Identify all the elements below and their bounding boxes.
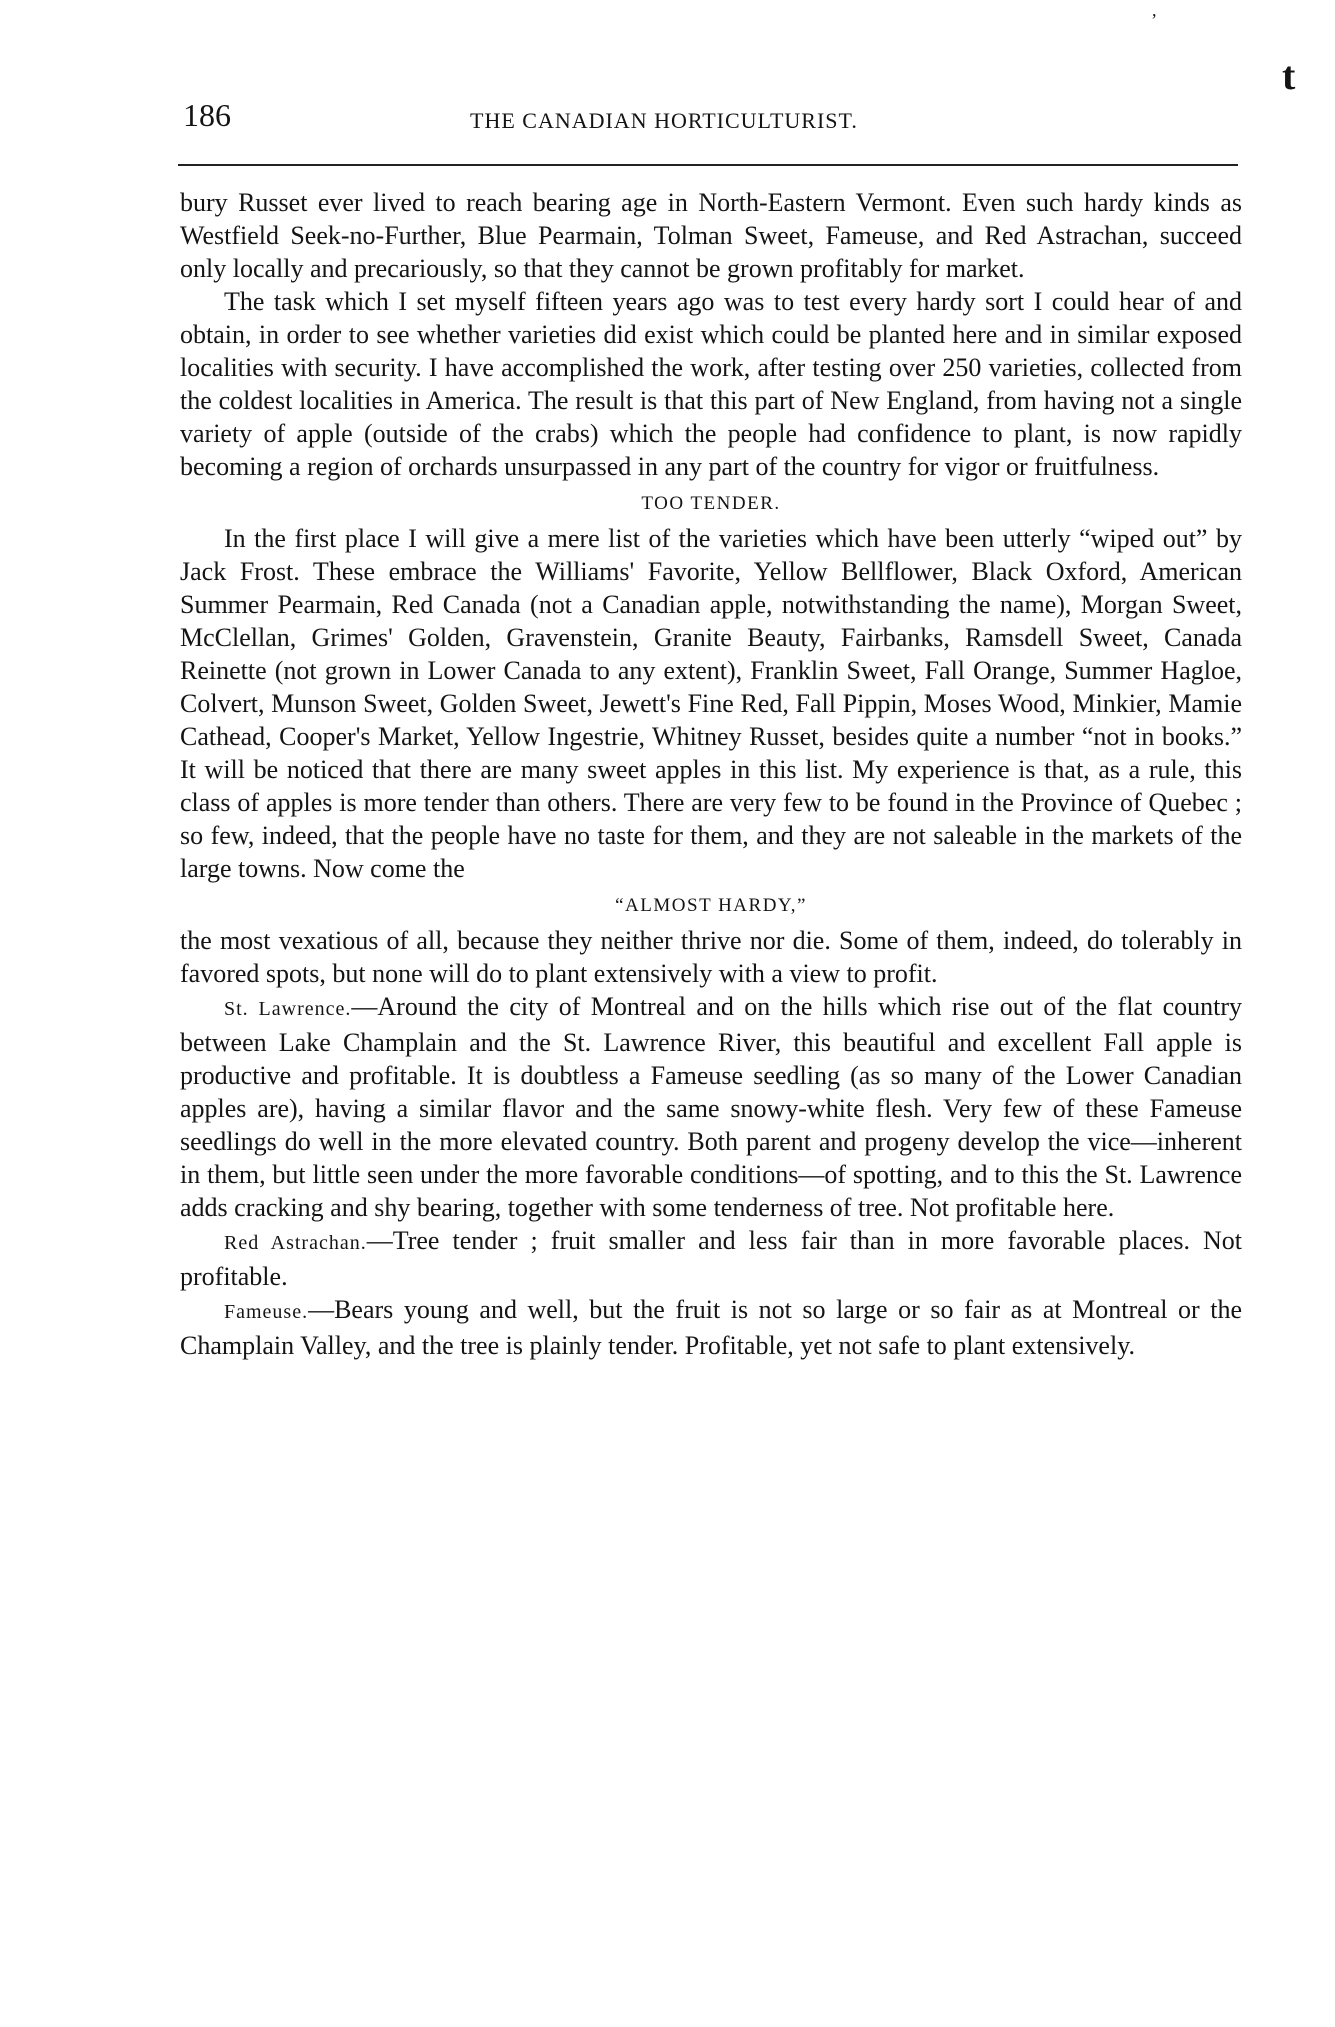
paragraph-red-astrachan <box>180 1224 1242 1293</box>
variety-label-red-astrachan: Red Astrachan. <box>224 1232 367 1254</box>
margin-mark-top: , <box>1152 0 1157 20</box>
page-number: 186 <box>183 97 231 133</box>
running-title: THE CANADIAN HORTICULTURIST. <box>470 108 858 133</box>
variety-text-st-lawrence: —Around the city of Montreal and on the hills which rise out of the flat country between Lake Champlain and the St. Lawrence River, this beautiful and excellent Fall apple is productive and profitable. It is doubtless a Fameuse seedling (as so many of the Lower Canadian apples are), having a similar flavor and the same snowy-white flesh. Very few of these Fameuse seedlings do well in the more elevated country. Both parent and progeny develop the vice—inherent in them, but little seen under the more favorable conditions—of spotting, and to this the St. Lawrence adds cracking and shy bearing, together with some tenderness of tree. Not profitable here. <box>180 992 1242 1222</box>
section-heading-almost-hardy: “ALMOST HARDY,” <box>615 895 807 916</box>
paragraph-1: bury Russet ever lived to reach bearing age in North-Eastern Vermont. Even such hardy kinds as Westfield Seek-no-Further, Blue Pearmain, Tolman Sweet, Fameuse, and Red Astrachan, succeed only locally and precariously, so that they cannot be grown profitably for market. <box>180 188 1242 283</box>
paragraph-2: The task which I set myself fifteen years ago was to test every hardy sort I could hear of and obtain, in order to see whether varieties did exist which could be planted here and in similar exposed localities with security. I have accomplished the work, after testing over 250 varieties, collected from the coldest localities in America. The result is that this part of New England, from having not a single variety of apple (outside of the crabs) which the people had confidence to plant, is now rapidly becoming a region of orchards unsurpassed in any part of the country for vigor or fruitfulness. <box>180 287 1242 481</box>
paragraph-4: the most vexatious of all, because they neither thrive nor die. Some of them, indeed, do tolerably in favored spots, but none will do to plant extensively with a view to profit. <box>180 926 1242 988</box>
variety-text-fameuse: —Bears young and well, but the fruit is not so large or so fair as at Montreal or the Champlain Valley, and the tree is plainly tender. Profitable, yet not safe to plant extensively. <box>180 1295 1242 1360</box>
header-rule <box>178 164 1238 166</box>
section-heading-too-tender: TOO TENDER. <box>641 493 781 514</box>
page-body <box>180 186 1242 1362</box>
paragraph-3: In the first place I will give a mere list of the varieties which have been utterly “wiped out” by Jack Frost. These embrace the Williams' Favorite, Yellow Bellflower, Black Oxford, American Summer Pearmain, Red Canada (not a Canadian apple, notwithstanding the name), Morgan Sweet, McClellan, Grimes' Golden, Gravenstein, Granite Beauty, Fairbanks, Ramsdell Sweet, Canada Reinette (not grown in Lower Canada to any extent), Franklin Sweet, Fall Orange, Summer Hagloe, Colvert, Munson Sweet, Golden Sweet, Jewett's Fine Red, Fall Pippin, Moses Wood, Minkier, Mamie Cathead, Cooper's Market, Yellow Ingestrie, Whitney Russet, besides quite a number “not in books.” It will be noticed that there are many sweet apples in this list. My experience is that, as a rule, this class of apples is more tender than others. There are very few to be found in the Province of Quebec ; so few, indeed, that the people have no taste for them, and they are not saleable in the markets of the large towns. Now come the <box>180 524 1242 883</box>
paragraph-st-lawrence <box>180 990 1242 1224</box>
variety-text-red-astrachan: —Tree tender ; fruit smaller and less fair than in more favorable places. Not profitable. <box>180 1226 1243 1291</box>
variety-label-st-lawrence: St. Lawrence. <box>224 998 352 1020</box>
margin-mark-right: t <box>1282 53 1296 98</box>
paragraph-fameuse <box>180 1293 1242 1362</box>
variety-label-fameuse: Fameuse. <box>224 1301 309 1323</box>
